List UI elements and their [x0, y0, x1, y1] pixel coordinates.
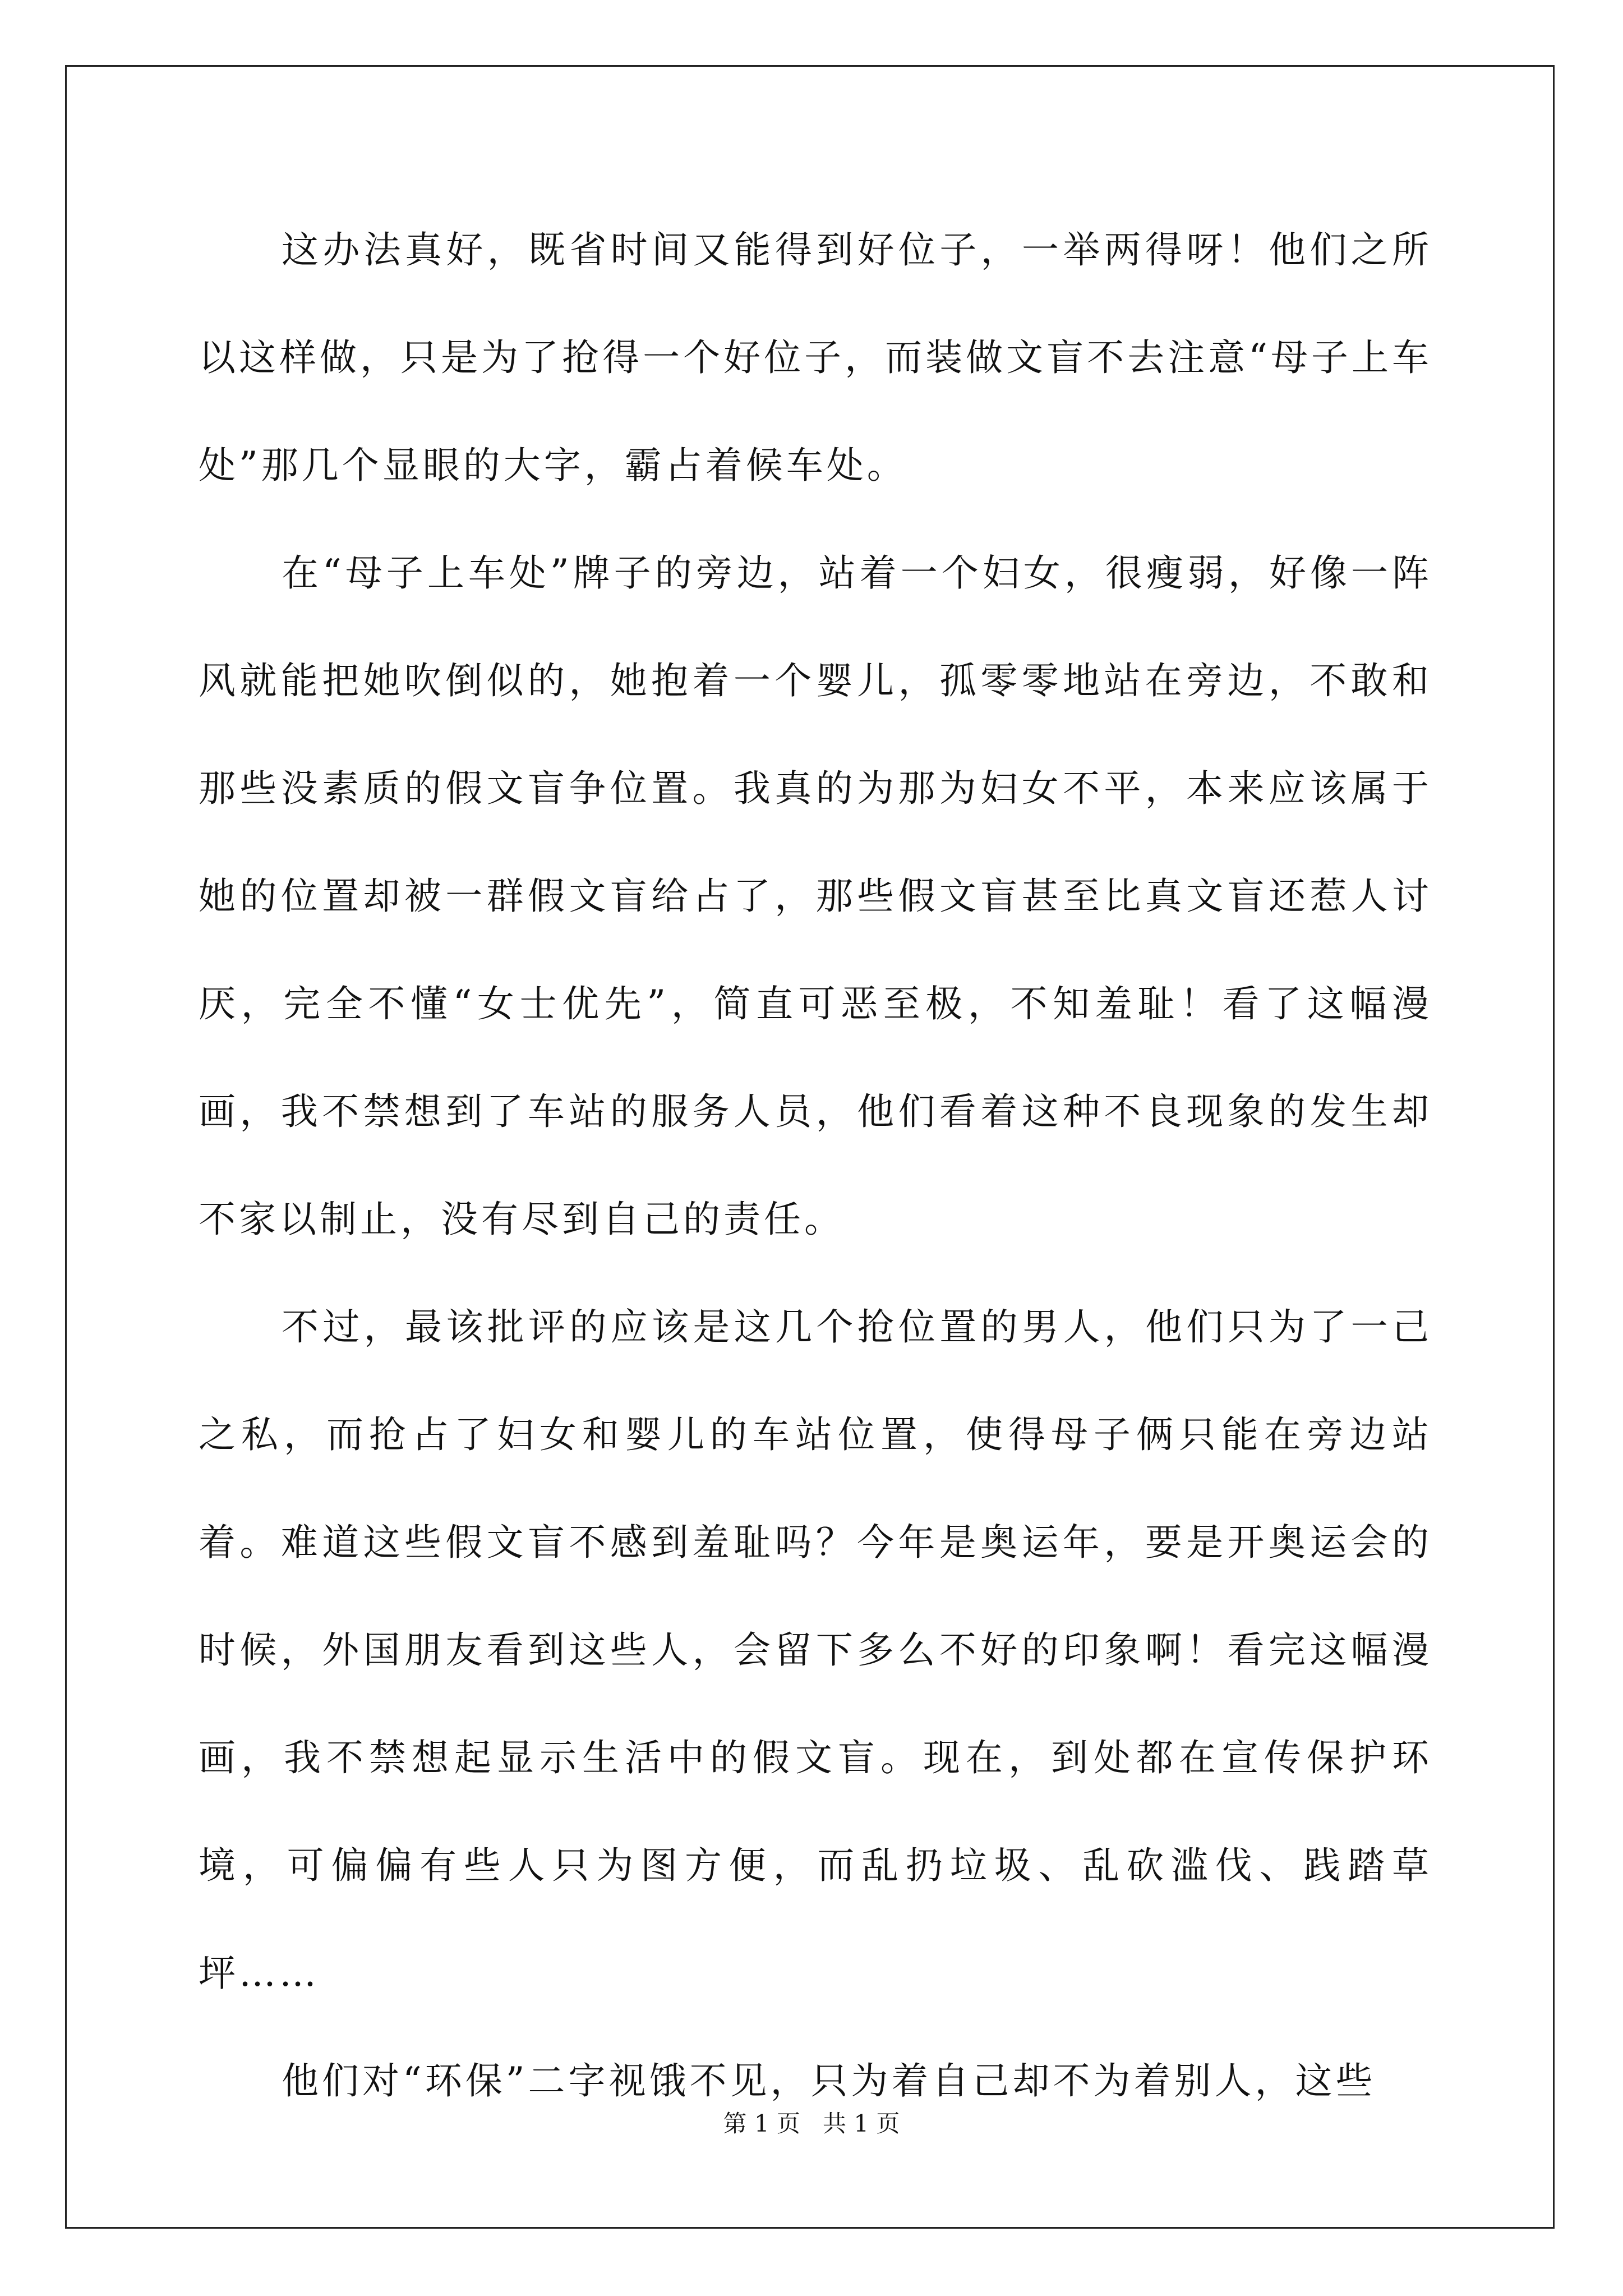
- page-number-footer: 第 1 页 共 1 页: [723, 2110, 900, 2137]
- document-body: [199, 196, 1432, 2135]
- paragraph-2: 在“母子上车处”牌子的旁边，站着一个妇女，很瘦弱，好像一阵风就能把她吹倒似的，她抱着一个婴儿，孤零零地站在旁边，不敢和那些没素质的假文盲争位置。我真的为那为妇女不平，本来应该属于她的位置却被一群假文盲给占了，那些假文盲甚至比真文盲还惹人讨厌，完全不懂“女士优先”，简直可恶至极，不知羞耻！看了这幅漫画，我不禁想到了车站的服务人员，他们看着这种不良现象的发生却不家以制止，没有尽到自己的责任。: [199, 551, 1432, 1241]
- paragraph-1: 这办法真好，既省时间又能得到好位子，一举两得呀！他们之所以这样做，只是为了抢得一个好位子，而装做文盲不去注意“母子上车处”那几个显眼的大字，霸占着候车处。: [199, 228, 1432, 487]
- paragraph-3: 不过，最该批评的应该是这几个抢位置的男人，他们只为了一己之私，而抢占了妇女和婴儿的车站位置，使得母子俩只能在旁边站着。难道这些假文盲不感到羞耻吗？今年是奥运年，要是开奥运会的时候，外国朋友看到这些人，会留下多么不好的印象啊！看完这幅漫画，我不禁想起显示生活中的假文盲。现在，到处都在宣传保护环境，可偏偏有些人只为图方便，而乱扔垃圾、乱砍滥伐、践踏草坪……: [199, 1305, 1432, 1995]
- paragraph-4: 他们对“环保”二字视饿不见，只为着自己却不为着别人，这些: [282, 2059, 1376, 2102]
